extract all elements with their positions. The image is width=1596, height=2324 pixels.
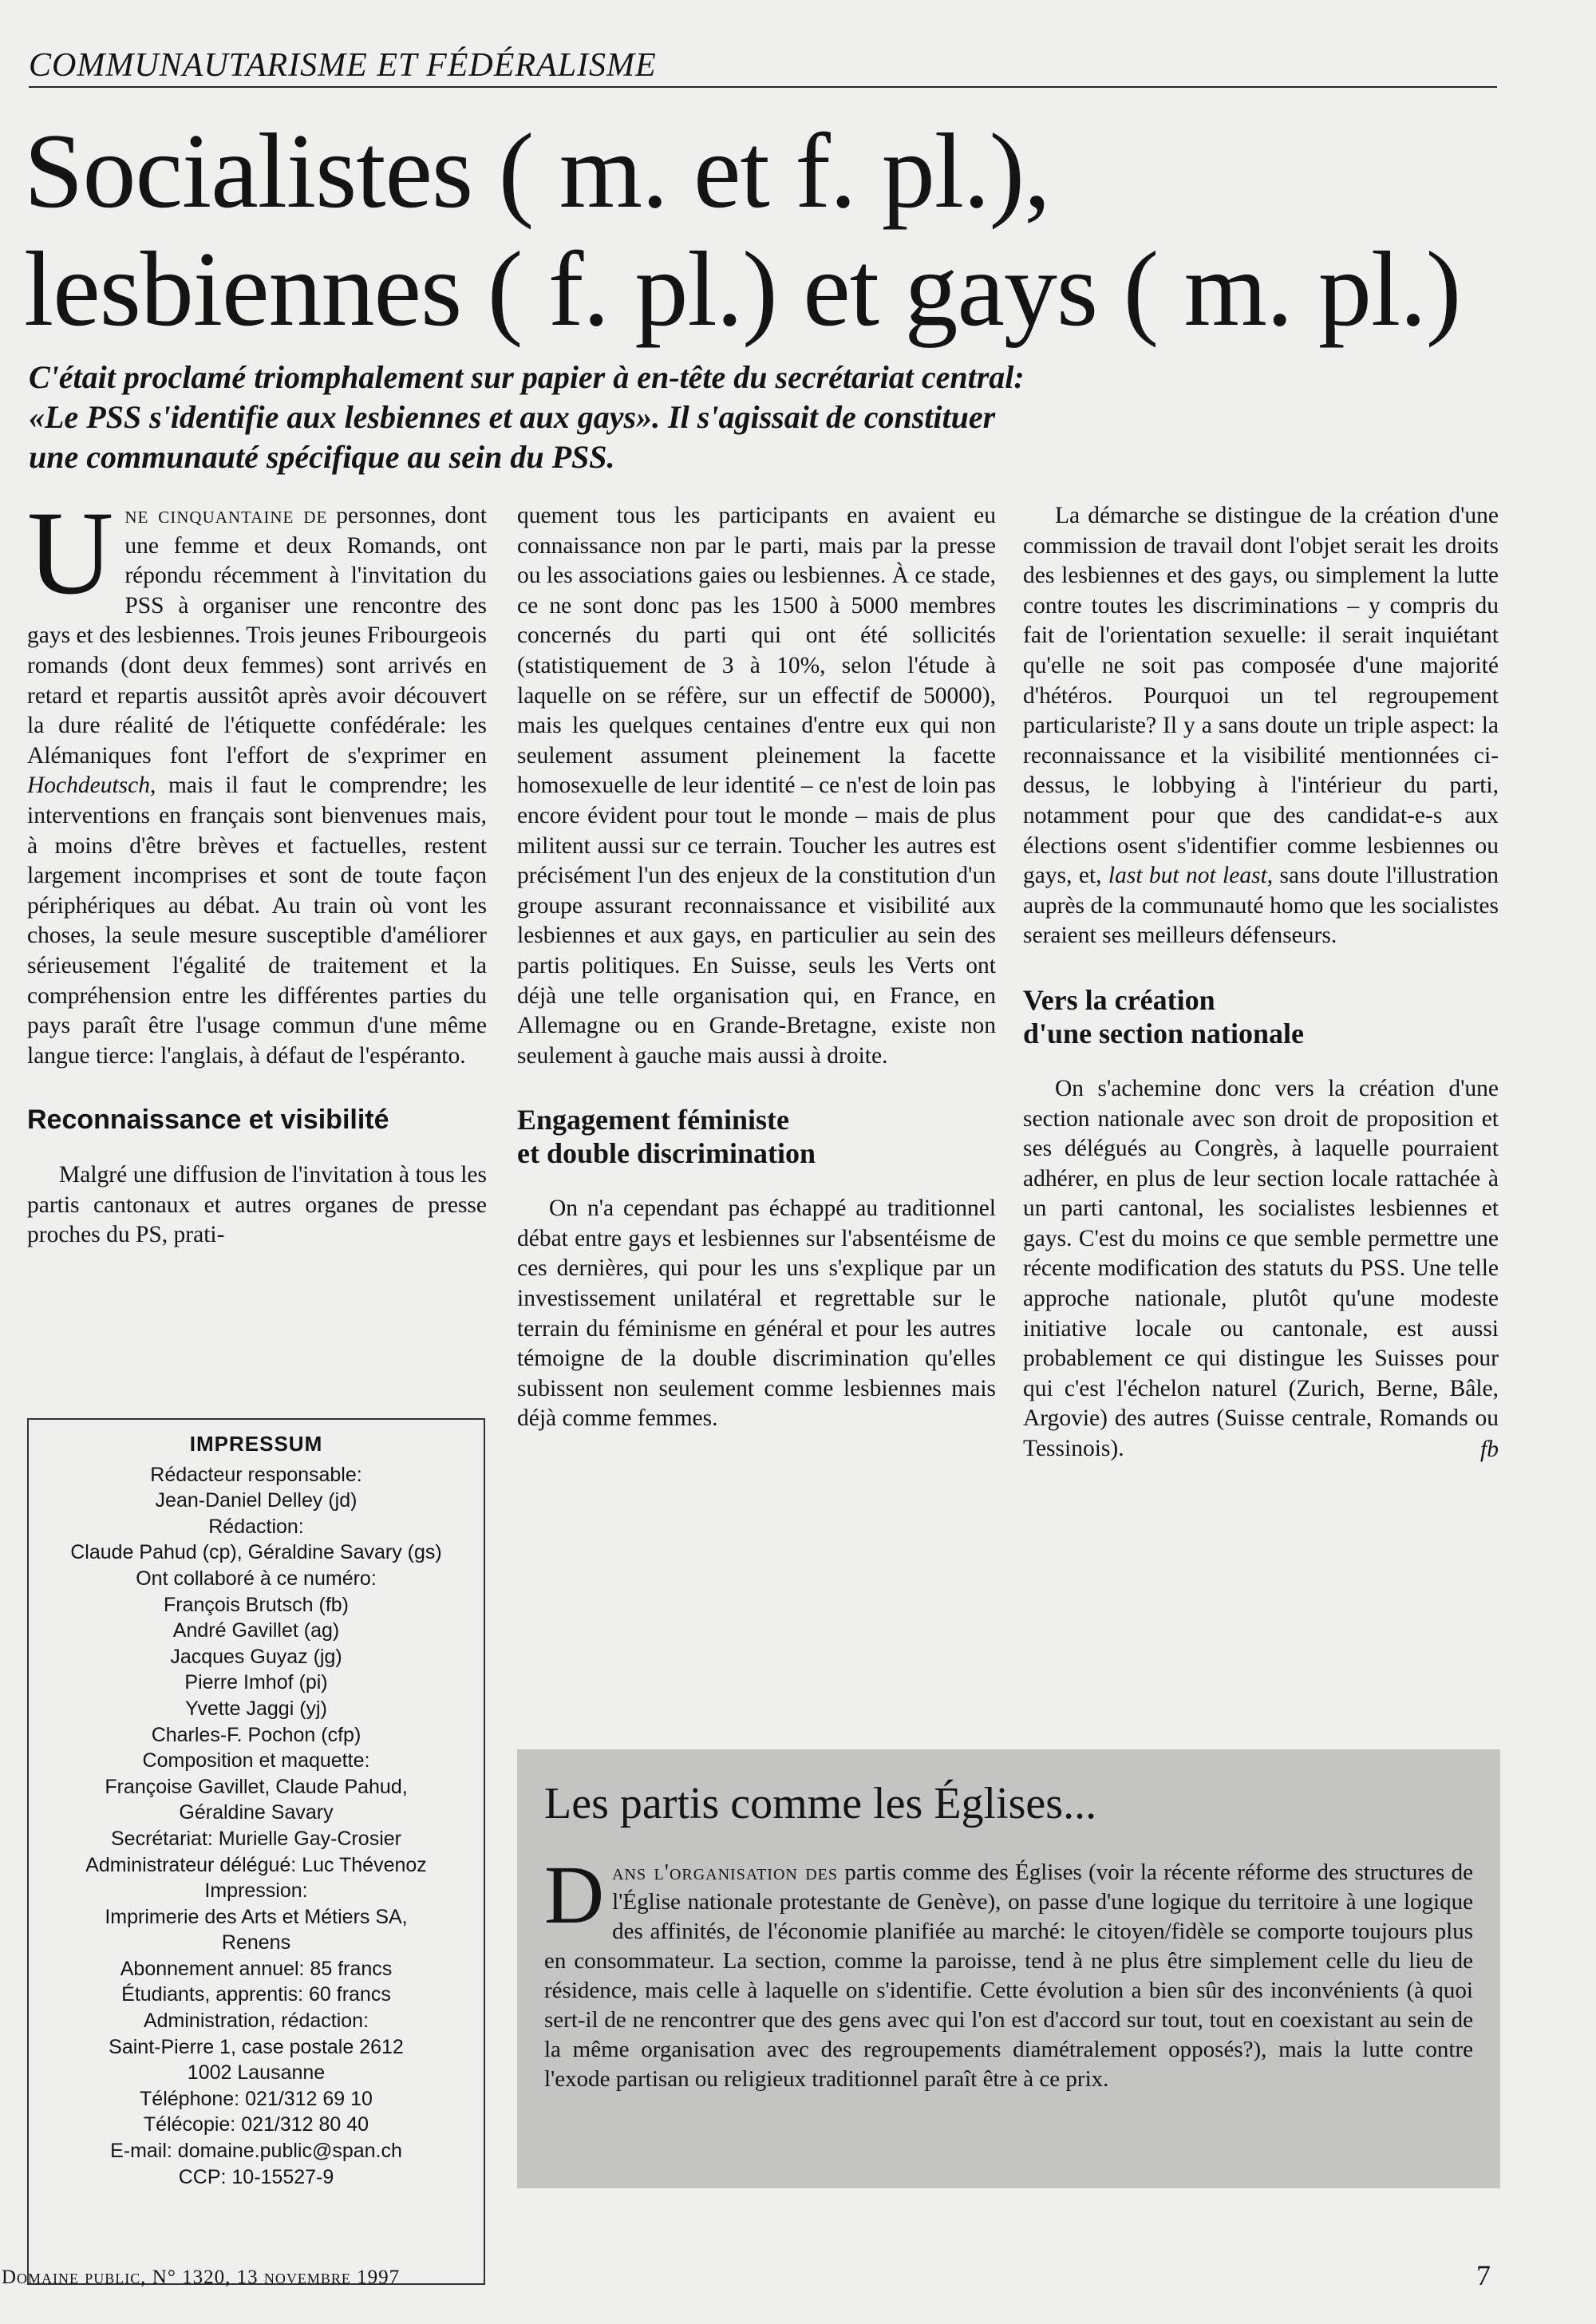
sidebar-text (544, 1849, 1474, 2094)
impressum-line: Claude Pahud (cp), Géraldine Savary (gs) (70, 1541, 442, 1564)
impressum-line: Ont collaboré à ce numéro: (136, 1567, 377, 1590)
paragraph-text: , mais il faut le comprendre; les interventions en français sont bienvenues mais, à moins d'être brèves et factuelles, restent largement incomprises et sont de toute façon périphériques au débat. Au train où vont les choses, la seule mesure susceptible d'améliorer sérieusement l'égalité de traitement et la compréhension entre les différentes parties du pays paraît être l'usage commun d'une même langue tierce: l'anglais, à défaut de l'espéranto. (27, 773, 487, 1069)
impressum-line: 1002 Lausanne (187, 2061, 326, 2085)
column-2 (517, 501, 996, 1434)
subheading: Reconnaissance et visibilité (27, 1105, 389, 1136)
paragraph-text: , sans doute l'illustration auprès de la communauté homo que les socialistes seraient ses meilleurs défenseurs. (1023, 863, 1499, 949)
paragraph-text: La démarche se distingue de la création d'une commission de travail dont l'objet serait les droits des lesbiennes et des gays, ou simplement la lutte contre toutes les discriminations – y compris du fait de l'orientation sexuelle: il serait inquiétant qu'elle ne soit pas composée d'une majorité d'hétéros. Pourquoi un tel regroupement particulariste? Il y a sans doute un triple aspect: la reconnaissance et la visibilité mentionnées ci-dessus, le lobbying à l'intérieur du parti, notamment pour que des candidat-e-s aux élections osent s'identifier comme lesbiennes ou gays, et, (1023, 503, 1499, 889)
impressum-line: Jacques Guyaz (jg) (170, 1645, 342, 1668)
impressum-line: André Gavillet (ag) (172, 1619, 340, 1642)
impressum-line: CCP: 10-15527-9 (178, 2165, 334, 2188)
sidebar-box (517, 1749, 1500, 2188)
impressum-lines (35, 1462, 477, 2191)
impressum-line: Rédaction: (208, 1515, 304, 1538)
column-3 (1023, 501, 1499, 1464)
lead-line-3: une communauté spécifique au sein du PSS. (29, 439, 615, 475)
author-signature: fb (1480, 1436, 1499, 1462)
impressum-line: Charles-F. Pochon (cfp) (151, 1723, 361, 1746)
paragraph-text: personnes, dont une femme et deux Romands, ont répondu récemment à l'invitation du PSS à organiser une rencontre des gays et des lesbiennes. Trois jeunes Fribourgeois romands (dont deux femmes) sont arrivés en retard et repartis aussitôt après avoir découvert la dure réalité de l'étiquette confédérale: les Alémaniques font l'effort de s'exprimer en (27, 503, 487, 769)
lead-line-1: C'était proclamé triomphalement sur papier à en-tête du secrétariat central: (29, 359, 1025, 395)
subheading-line-1: Vers la création (1023, 983, 1215, 1016)
article-lead (29, 358, 1433, 477)
impressum-line: Abonnement annuel: 85 francs (120, 1957, 393, 1980)
paragraph: Malgré une diffusion de l'invitation à tous les partis cantonaux et autres organes de presse proches du PS, prati- (27, 1162, 487, 1248)
sidebar-paragraph: partis comme des Églises (voir la récente réforme des structures de l'Église nationale protestante de Genève), on passe d'une logique du territoire à une logique des affinités, de l'économie planifiée au marché: le citoyen/fidèle se comporte toujours plus en consommateur. La section, comme la paroisse, tend à ne plus être simplement celle du lieu de résidence, mais celle à laquelle on s'identifie. Cette évolution a bien sûr des inconvénients (à quoi sert-il de ne rencontrer que des gens avec qui l'on est d'accord sur tout, tout en coexistant au sein de la même organisation avec des regroupements diamétralement opposés?), mais la lutte contre l'exode partisan ou religieux traditionnel paraît être à ce prix. (544, 1860, 1474, 2092)
sidebar-title: Les partis comme les Églises... (544, 1779, 1097, 1828)
subheading (517, 1103, 996, 1170)
impressum-line: Saint-Pierre 1, case postale 2612 (109, 2035, 404, 2058)
impressum-line: E-mail: domaine.public@span.ch (110, 2140, 402, 2163)
section-rubric: COMMUNAUTARISME ET FÉDÉRALISME (29, 46, 1497, 88)
impressum-line: Jean-Daniel Delley (jd) (155, 1489, 358, 1512)
small-caps-opening: ans l'organisation des (612, 1860, 839, 1885)
impressum-line: Étudiants, apprentis: 60 francs (121, 1983, 391, 2006)
paragraph: quement tous les participants en avaient eu connaissance non par le parti, mais par la presse ou les associations gaies ou lesbiennes. À ce stade, ce ne sont donc pas les 1500 à 5000 membres concernés du parti qui ont été sollicités (statistiquement de 3 à 10%, selon l'étude à laquelle on se réfère, sur un effectif de 50000), mais les quelques centaines d'entre eux qui non seulement assument pleinement la facette homosexuelle de leur identité – ce n'est de loin pas encore évident pour tout le monde – mais de plus militent aussi sur ce terrain. Toucher les autres est précisément l'un des enjeux de la constitution d'un groupe assurant reconnaissance et visibilité aux lesbiennes et aux gays, en particulier au sein des partis politiques. En Suisse, seuls les Verts ont déjà une telle organisation qui, en France, en Allemagne ou en Grande-Bretagne, existe non seulement à gauche mais aussi à droite. (517, 503, 996, 1069)
paragraph: On s'achemine donc vers la création d'une section nationale avec son droit de proposition et ses délégués au Congrès, à laquelle pourraient adhérer, en plus de leur section locale rattachée à un parti cantonal, les socialistes lesbiennes et gays. C'est du moins ce que semble permettre une récente modification des statuts du PSS. Une telle approche nationale, plutôt qu'une modeste initiative locale ou cantonale, est aussi probablement ce qui distingue les Suisses pour qui c'est l'échelon naturel (Zurich, Berne, Bâle, Argovie) des autres (Suisse centrale, Romands ou Tessinois). (1023, 1075, 1499, 1462)
impressum-line: Administrateur délégué: Luc Thévenoz (85, 1853, 427, 1876)
impressum-title: IMPRESSUM (189, 1432, 323, 1456)
page-number: 7 (1476, 2259, 1491, 2291)
paragraph: On n'a cependant pas échappé au traditionnel débat entre gays et lesbiennes sur l'absentéisme de ces dernières, qui pour les uns s'explique par un investissement unilatéral et regrettable sur le terrain du féminisme en général et pour les autres témoigne de la double discrimination qu'elles subissent non seulement comme lesbiennes mais déjà comme femmes. (517, 1196, 996, 1432)
impressum-line: Yvette Jaggi (yj) (185, 1697, 327, 1720)
drop-cap: D (544, 1849, 605, 1941)
paragraph (1023, 501, 1499, 951)
impressum-line: Secrétariat: Murielle Gay-Crosier (111, 1827, 401, 1850)
headline-line-1: Socialistes ( m. et f. pl.), (24, 112, 1050, 230)
impressum-line: Renens (221, 1931, 291, 1954)
paragraph (27, 487, 487, 1071)
subheading-line-2: et double discrimination (517, 1137, 816, 1170)
lead-line-2: «Le PSS s'identifie aux lesbiennes et aux gays». Il s'agissait de constituer (29, 399, 996, 435)
subheading (1023, 983, 1499, 1050)
impressum-line: François Brutsch (fb) (163, 1593, 349, 1616)
headline-line-2: lesbiennes ( f. pl.) et gays ( m. pl.) (24, 230, 1461, 348)
small-caps-opening: ne cinquantaine de (124, 503, 328, 528)
impressum-line: Composition et maquette: (142, 1749, 370, 1773)
column-1 (27, 487, 487, 1251)
italic-phrase: last but not least (1108, 863, 1267, 889)
impressum-box (27, 1418, 485, 2285)
impressum-line: Pierre Imhof (pi) (184, 1671, 328, 1694)
drop-cap: U (27, 487, 114, 619)
impressum-line: Télécopie: 021/312 80 40 (143, 2113, 369, 2136)
impressum-line: Impression: (204, 1879, 308, 1903)
subheading-line-1: Engagement féministe (517, 1104, 789, 1136)
impressum-line: Administration, rédaction: (143, 2010, 369, 2033)
impressum-line: Téléphone: 021/312 69 10 (140, 2087, 373, 2110)
impressum-line: Imprimerie des Arts et Métiers SA, (105, 1905, 408, 1928)
impressum-line: Géraldine Savary (179, 1801, 334, 1824)
subheading-line-2: d'une section nationale (1023, 1017, 1305, 1049)
article-headline (24, 112, 1540, 348)
footer-publication: Domaine public, N° 1320, 13 novembre 1997 (2, 2267, 401, 2288)
italic-term: Hochdeutsch (27, 773, 151, 799)
impressum-line: Rédacteur responsable: (150, 1463, 362, 1486)
impressum-line: Françoise Gavillet, Claude Pahud, (105, 1775, 408, 1798)
